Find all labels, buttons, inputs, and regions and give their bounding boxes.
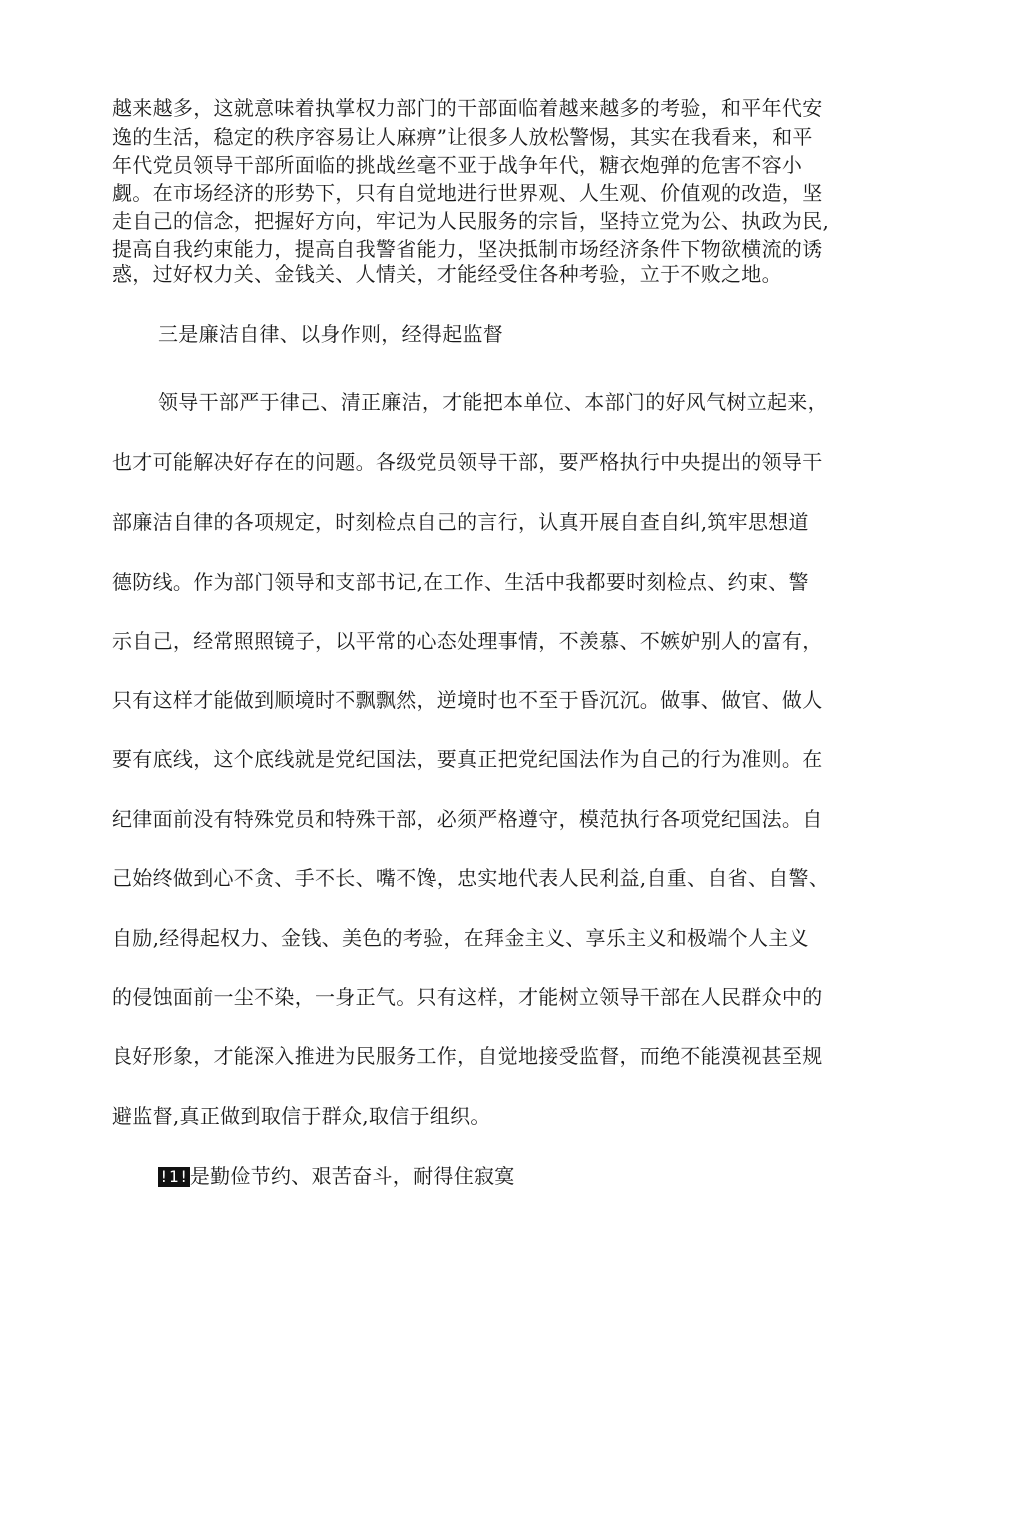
para1-line-1: 越来越多，这就意味着执掌权力部门的干部面临着越来越多的考验，和平年代安: [112, 96, 823, 120]
para2-line-6: 只有这样才能做到顺境时不飘飘然，逆境时也不至于昏沉沉。做事、做官、做人: [112, 688, 823, 712]
para2-line-2: 也才可能解决好存在的问题。各级党员领导干部，要严格执行中央提出的领导干: [112, 450, 823, 474]
para2-line-3: 部廉洁自律的各项规定，时刻检点自己的言行，认真开展自查自纠,筑牢思想道: [112, 510, 809, 534]
para1-line-7: 惑，过好权力关、金钱关、人情关，才能经受住各种考验，立于不败之地。: [112, 262, 782, 286]
section-heading-4-text: 是勤俭节约、艰苦奋斗，耐得住寂寞: [189, 1164, 515, 1188]
para1-line-5: 走自己的信念，把握好方向，牢记为人民服务的宗旨，坚持立党为公、执政为民,: [112, 209, 830, 233]
para1-line-2: 逸的生活，稳定的秩序容易让人麻痹”让很多人放松警惕，其实在我看来，和平: [112, 125, 813, 149]
para1-line-3: 年代党员领导干部所面临的挑战丝毫不亚于战争年代，糖衣炮弹的危害不容小: [112, 153, 803, 177]
para2-line-13: 避监督,真正做到取信于群众,取信于组织。: [112, 1104, 491, 1128]
para2-line-10: 自励,经得起权力、金钱、美色的考验，在拜金主义、享乐主义和极端个人主义: [112, 926, 809, 950]
section-heading-3: 三是廉洁自律、以身作则，经得起监督: [158, 322, 504, 346]
para2-line-5: 示自己，经常照照镜子，以平常的心态处理事情，不羡慕、不嫉妒别人的富有，: [112, 629, 823, 653]
para2-line-4: 德防线。作为部门领导和支部书记,在工作、生活中我都要时刻检点、约束、警: [112, 570, 809, 594]
garbled-marker: !1!: [159, 1167, 189, 1186]
para2-line-7: 要有底线，这个底线就是党纪国法，要真正把党纪国法作为自己的行为准则。在: [112, 747, 823, 771]
section-heading-4: [158, 1164, 515, 1188]
para1-line-6: 提高自我约束能力，提高自我警省能力，坚决抵制市场经济条件下物欲横流的诱: [112, 237, 823, 261]
para2-line-8: 纪律面前没有特殊党员和特殊干部，必须严格遵守，模范执行各项党纪国法。自: [112, 807, 823, 831]
para2-line-11: 的侵蚀面前一尘不染，一身正气。只有这样，才能树立领导干部在人民群众中的: [112, 985, 823, 1009]
para2-line-12: 良好形象，才能深入推进为民服务工作，自觉地接受监督，而绝不能漠视甚至规: [112, 1044, 823, 1068]
para2-line-9: 己始终做到心不贪、手不长、嘴不馋，忠实地代表人民利益,自重、自省、自警、: [112, 866, 830, 890]
para1-line-4: 觑。在市场经济的形势下，只有自觉地进行世界观、人生观、价值观的改造，坚: [112, 181, 823, 205]
para2-line-1: 领导干部严于律己、清正廉洁，才能把本单位、本部门的好风气树立起来，: [158, 390, 828, 414]
